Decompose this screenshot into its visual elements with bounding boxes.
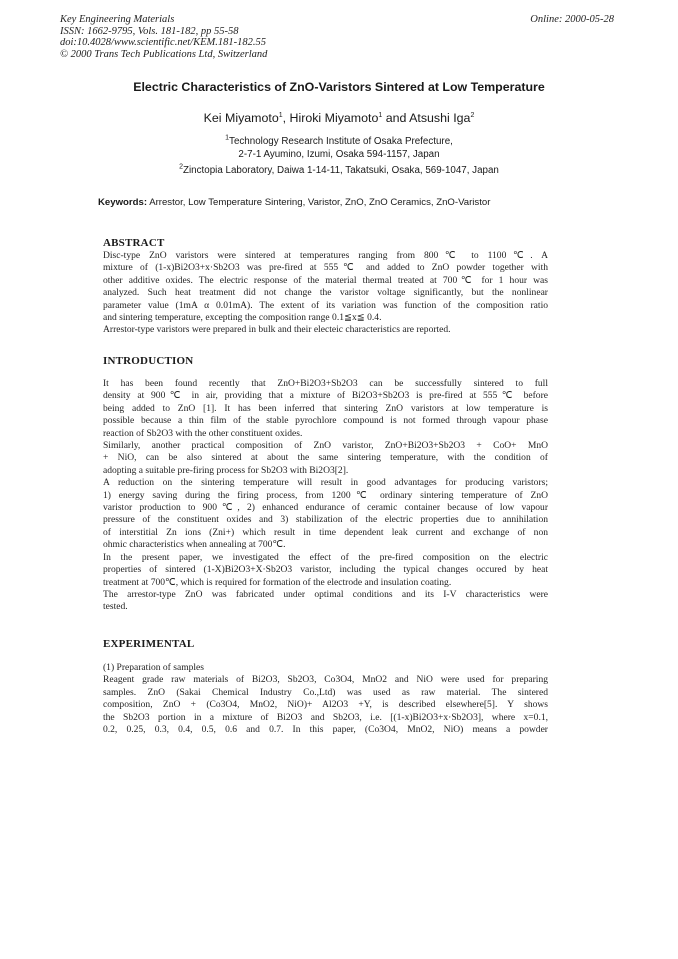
text-line: other additive oxides. The electric response of the material thermal treated at 700℃ for 1 hour was xyxy=(103,274,548,286)
text-line: of interstitial Zn ions (Zni+) which result in time dependent leak current and exchange of non xyxy=(103,526,548,538)
text-line: tested. xyxy=(103,601,128,613)
introduction-heading: INTRODUCTION xyxy=(103,355,194,367)
author-name: Kei Miyamoto xyxy=(203,111,279,125)
text-line: A reduction on the sintering temperature will result in good advantages for producing varistors; xyxy=(103,477,548,489)
affil-mark: 1 xyxy=(225,134,230,142)
text-line: Reagent grade raw materials of Bi2O3, Sb2O3, Co3O4, MnO2 and NiO were used for preparing xyxy=(103,674,548,686)
text-line: adopting a suitable pre-firing process for Sb2O3 with Bi2O3[2]. xyxy=(103,464,349,476)
text-line: It has been found recently that ZnO+Bi2O3+Sb2O3 can be successfully sintered to full xyxy=(103,378,548,389)
text-line: ohmic characteristics when annealing at 700℃. xyxy=(103,539,286,551)
abstract-heading: ABSTRACT xyxy=(103,237,165,249)
text-line: reaction of Sb2O3 with the other constituent oxides. xyxy=(103,427,303,439)
author-name: Hiroki Miyamoto xyxy=(289,111,379,125)
text-line: 0.2, 0.25, 0.3, 0.4, 0.5, 0.6 and 0.7. In this paper, (Co3O4, MnO2, NiO) means a powder xyxy=(103,724,548,736)
text-line: and sintering temperature, excepting the composition range 0.1≦x≦ 0.4. xyxy=(103,312,382,324)
keywords-text: Arrestor, Low Temperature Sintering, Varistor, ZnO, ZnO Ceramics, ZnO-Varistor xyxy=(149,197,491,208)
text-line: parameter value (1mA α 0.01mA). The extent of its variation was function of the composition ratio xyxy=(103,299,548,311)
issn-line: ISSN: 1662-9795, Vols. 181-182, pp 55-58 xyxy=(60,25,239,37)
text-line: pressure of the constituent oxides and 3) stabilization of the electric properties due to annihilation xyxy=(103,514,548,526)
copyright-line: © 2000 Trans Tech Publications Ltd, Switzerland xyxy=(60,48,268,60)
affil-line: Zinctopia Laboratory, Daiwa 1-14-11, Takatsuki, Osaka, 569-1047, Japan xyxy=(183,165,499,176)
online-date: Online: 2000-05-28 xyxy=(530,14,614,25)
text-line: mixture of (1-x)Bi2O3+x·Sb2O3 was pre-fired at 555℃ and added to ZnO powder together with xyxy=(103,262,548,274)
text-line: Similarly, another practical composition of ZnO varistor, ZnO+Bi2O3+Sb2O3 + CoO+ MnO xyxy=(103,440,548,452)
experimental-body xyxy=(103,662,548,736)
text-line: properties of sintered (1-X)Bi2O3+X·Sb2O3 varistor, including the typical changes occured by heat xyxy=(103,564,548,576)
author-name: Atsushi Iga xyxy=(409,111,471,125)
author-affil-mark: 1 xyxy=(278,111,283,119)
text-line: the Sb2O3 portion in a mixture of Bi2O3 and Sb2O3, i.e. [(1-x)Bi2O3+x·Sb2O3], where x=0.1, xyxy=(103,711,548,723)
text-line: The arrestor-type ZnO was fabricated under optimal conditions and its I-V characteristics were xyxy=(103,588,548,600)
author-affil-mark: 1 xyxy=(378,111,383,119)
abstract-body xyxy=(103,250,548,337)
affil-line: 2-7-1 Ayumino, Izumi, Osaka 594-1157, Japan xyxy=(238,148,440,160)
text-line: Disc-type ZnO varistors were sintered at temperatures ranging from 800℃ to 1100℃. A xyxy=(103,250,548,261)
keywords xyxy=(98,197,618,208)
experimental-heading: EXPERIMENTAL xyxy=(103,638,195,650)
keywords-label: Keywords: xyxy=(98,197,148,208)
text-line: 1) energy saving during the firing process, from 1200℃ ordinary sintering temperature of ZnO xyxy=(103,489,548,501)
text-line: treatment at 700℃, which is required for formation of the electrode and insulation coating. xyxy=(103,576,452,588)
text-line: density at 900℃ in air, providing that a mixture of Bi2O3+Sb2O3 is pre-fired at 555℃ before xyxy=(103,390,548,402)
journal-name: Key Engineering Materials xyxy=(60,14,175,25)
text-line: being added to ZnO [1]. It has been inferred that sintering ZnO varistors at low temperature is xyxy=(103,402,548,414)
author-list: Kei Miyamoto$^1$, Hiroki Miyamoto$^1$ and Atsushi Iga$^2$ xyxy=(203,111,475,125)
text-line: samples. ZnO (Sakai Chemical Industry Co.,Ltd) was used as raw material. The sintered xyxy=(103,686,548,698)
text-line: varistor production to 900℃, 2) enhanced endurance of ceramic container because of low vapour xyxy=(103,502,548,514)
text-line: In the present paper, we investigated the effect of the pre-fired composition on the electric xyxy=(103,551,548,563)
paper-title: Electric Characteristics of ZnO-Varistors Sintered at Low Temperature xyxy=(133,80,545,94)
affil-mark: 2 xyxy=(179,163,184,171)
text-line: + NiO, can be also sintered at about the same sintering temperature, with the condition of xyxy=(103,452,548,464)
text-line: possible because a thin film of the stable pyrochlore compound is not formed through vapour phase xyxy=(103,415,548,427)
affiliation-2 xyxy=(0,165,678,178)
doi-line: doi:10.4028/www.scientific.net/KEM.181-182.55 xyxy=(60,37,266,48)
text-line: analyzed. Such heat treatment did not change the varistor voltage significantly, but the nonlinear xyxy=(103,287,548,299)
affiliation-1 xyxy=(0,136,678,161)
text-line: Arrestor-type varistors were prepared in bulk and their electeic characteristics are reported. xyxy=(103,324,451,336)
text-line: composition, ZnO + (Co3O4, MnO2, NiO)+ Al2O3 +Y, is described elsewhere[5]. Y shows xyxy=(103,699,548,711)
journal-info xyxy=(60,14,267,60)
author-affil-mark: 2 xyxy=(470,111,475,119)
text-line: (1) Preparation of samples xyxy=(103,662,205,673)
introduction-body xyxy=(103,378,548,614)
affil-line: Technology Research Institute of Osaka Prefecture, xyxy=(229,136,453,147)
